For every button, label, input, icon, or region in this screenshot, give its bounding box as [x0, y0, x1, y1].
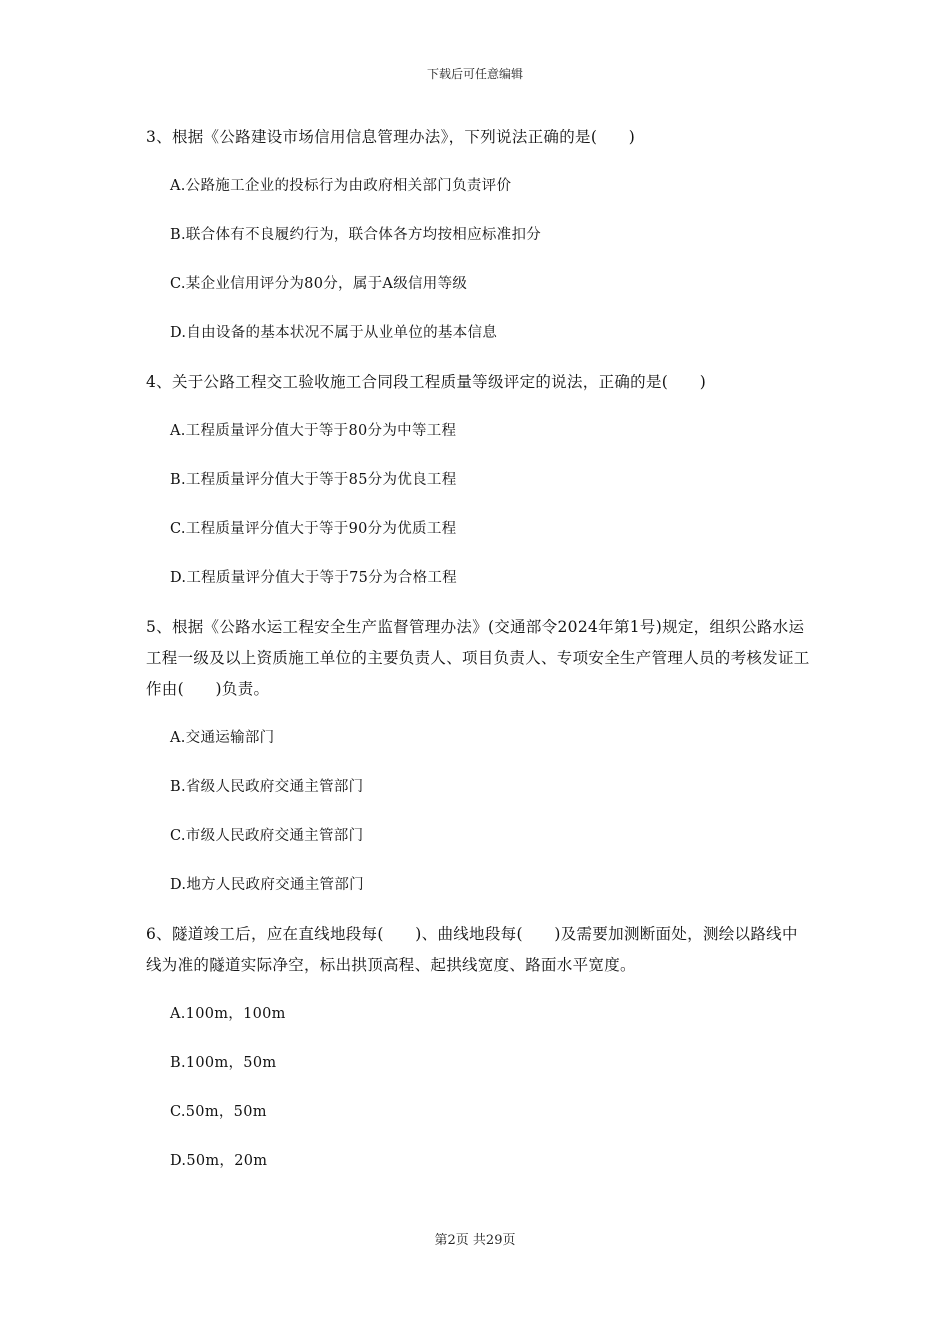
- option-b: B.工程质量评分值大于等于85分为优良工程: [170, 472, 457, 488]
- option-a: A.工程质量评分值大于等于80分为中等工程: [170, 423, 457, 439]
- option-d: D.自由设备的基本状况不属于从业单位的基本信息: [170, 325, 498, 341]
- question-block: [146, 122, 810, 367]
- question-block: [146, 367, 810, 612]
- option-b: B.100m，50m: [170, 1055, 277, 1071]
- page-footer: 第2页 共29页: [434, 1233, 516, 1248]
- option-d: D.工程质量评分值大于等于75分为合格工程: [170, 570, 457, 586]
- question-text: 3、根据《公路建设市场信用信息管理办法》，下列说法正确的是( ): [146, 128, 636, 146]
- option-a: A.交通运输部门: [170, 730, 275, 746]
- question-block: [146, 919, 810, 1195]
- option-c: C.某企业信用评分为80分，属于A级信用等级: [170, 276, 468, 292]
- option-d: D.地方人民政府交通主管部门: [170, 877, 364, 893]
- option-c: C.市级人民政府交通主管部门: [170, 828, 364, 844]
- option-b: B.联合体有不良履约行为，联合体各方均按相应标准扣分: [170, 227, 542, 243]
- option-a: A.公路施工企业的投标行为由政府相关部门负责评价: [170, 178, 512, 194]
- question-list: [146, 122, 810, 1195]
- question-text: 4、关于公路工程交工验收施工合同段工程质量等级评定的说法，正确的是( ): [146, 373, 707, 391]
- question-block: [146, 612, 810, 919]
- option-a: A.100m，100m: [170, 1006, 286, 1022]
- option-d: D.50m，20m: [170, 1153, 268, 1169]
- page-header: 下载后可任意编辑: [426, 67, 523, 81]
- option-c: C.工程质量评分值大于等于90分为优质工程: [170, 521, 457, 537]
- question-text: 6、隧道竣工后，应在直线地段每( )、曲线地段每( )及需要加测断面处，测绘以路线中线为准的隧道实际净空，标出拱顶高程、起拱线宽度、路面水平宽度。: [146, 925, 798, 974]
- option-c: C.50m，50m: [170, 1104, 267, 1120]
- option-b: B.省级人民政府交通主管部门: [170, 779, 364, 795]
- question-text: 5、根据《公路水运工程安全生产监督管理办法》(交通部令2024年第1号)规定，组织公路水运工程一级及以上资质施工单位的主要负责人、项目负责人、专项安全生产管理人员的考核发证工作由( )负责。: [146, 618, 810, 698]
